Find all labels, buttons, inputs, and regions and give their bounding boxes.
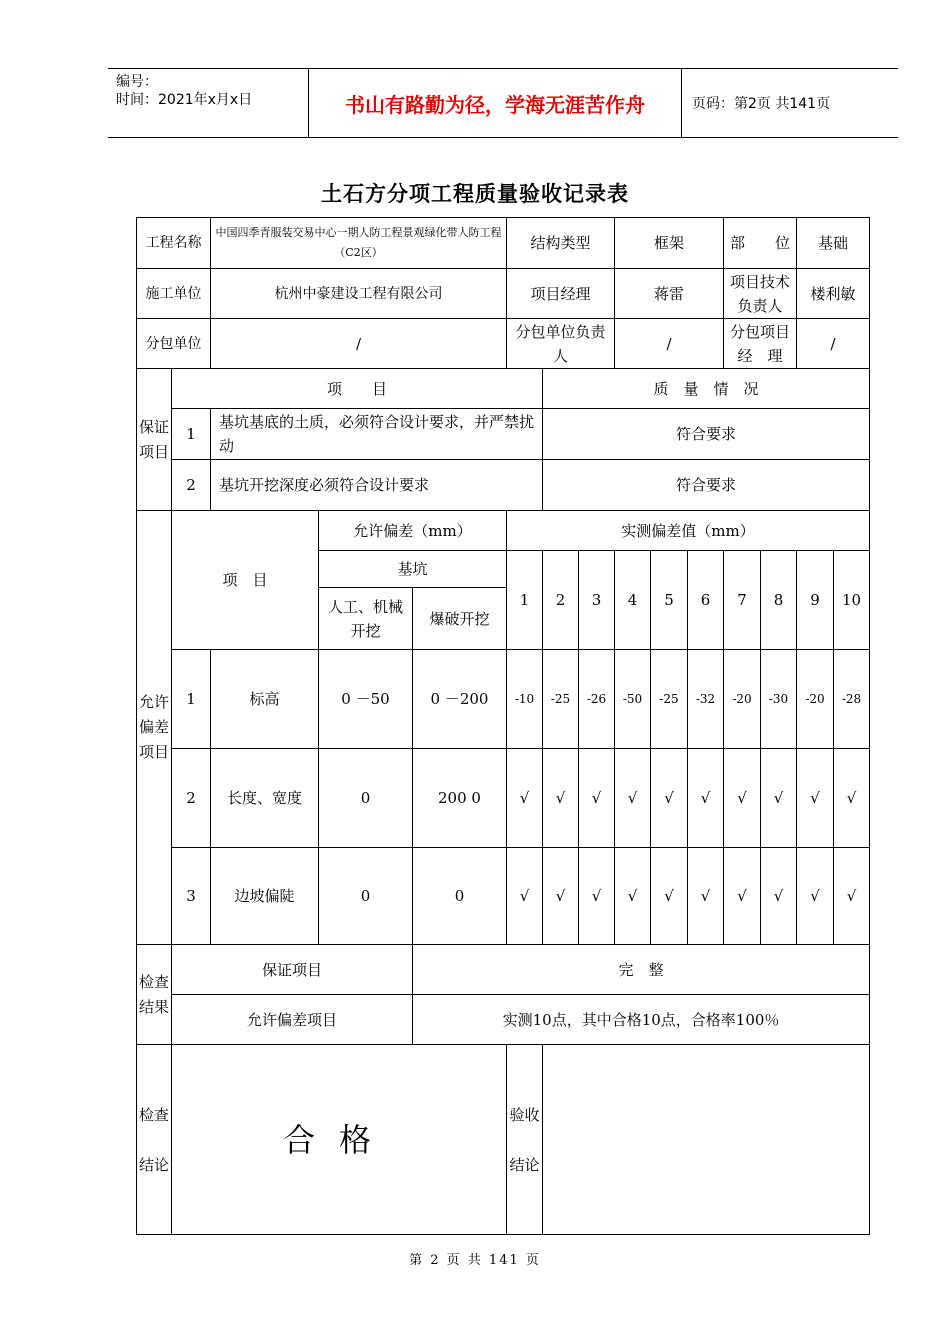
measured-value: √ (543, 749, 579, 848)
column-header: 10 (834, 551, 870, 650)
check-tolerance-label: 允许偏差项目 (172, 995, 413, 1045)
measured-value: -28 (834, 650, 870, 749)
tolerance-manual: 0 －50 (319, 650, 413, 749)
measured-value: √ (834, 749, 870, 848)
measured-value: √ (724, 749, 761, 848)
measured-value: √ (797, 848, 834, 945)
measured-value: √ (543, 848, 579, 945)
measured-value: -30 (761, 650, 797, 749)
check-row (137, 945, 870, 995)
measured-value: -50 (615, 650, 651, 749)
structure-value: 框架 (615, 218, 724, 269)
measured-value: √ (507, 749, 543, 848)
tolerance-item: 长度、宽度 (211, 749, 319, 848)
measured-value: √ (651, 749, 688, 848)
header-meta (108, 69, 308, 137)
column-header: 1 (507, 551, 543, 650)
sub-head-label: 分包单位负责人 (507, 319, 615, 369)
column-header: 7 (724, 551, 761, 650)
measured-value: -20 (724, 650, 761, 749)
measured-value: -32 (688, 650, 724, 749)
part-label: 部 位 (724, 218, 797, 269)
tolerance-item: 边坡偏陡 (211, 848, 319, 945)
sub-pm-value: / (797, 319, 870, 369)
measured-value: √ (615, 749, 651, 848)
conclusion-row (137, 1045, 870, 1235)
guarantee-quality: 符合要求 (543, 460, 870, 511)
time-label: 时间：2021年x月x日 (116, 92, 253, 108)
tolerance-item-header: 项 目 (172, 511, 319, 650)
measured-value: √ (724, 848, 761, 945)
page-header (108, 68, 898, 138)
measured-value: √ (507, 848, 543, 945)
header-page: 页码：第2页 共141页 (692, 96, 831, 112)
check-row (137, 995, 870, 1045)
contractor-value: 杭州中豪建设工程有限公司 (211, 269, 507, 319)
guarantee-item-header: 项 目 (172, 369, 543, 409)
measured-value: √ (615, 848, 651, 945)
measured-value: √ (651, 848, 688, 945)
sub-pm-label: 分包项目经 理 (724, 319, 797, 369)
tolerance-manual: 0 (319, 848, 413, 945)
measured-value: -26 (579, 650, 615, 749)
tolerance-no: 3 (172, 848, 211, 945)
guarantee-item: 基坑开挖深度必须符合设计要求 (211, 460, 543, 511)
check-tolerance-result: 实测10点，其中合格10点，合格率100％ (413, 995, 870, 1045)
guarantee-no: 1 (172, 409, 211, 460)
page-footer: 第 2 页 共 141 页 (409, 1253, 541, 1268)
column-header: 2 (543, 551, 579, 650)
manual-header: 人工、机械开挖 (319, 588, 413, 650)
column-header: 4 (615, 551, 651, 650)
contractor-label: 施工单位 (137, 269, 211, 319)
tolerance-no: 1 (172, 650, 211, 749)
tolerance-row (137, 650, 870, 749)
guarantee-row (137, 460, 870, 511)
sub-label: 分包单位 (137, 319, 211, 369)
column-header: 6 (688, 551, 724, 650)
tech-label: 项目技术负责人 (724, 269, 797, 319)
measured-value: √ (579, 749, 615, 848)
header-motto: 书山有路勤为径，学海无涯苦作舟 (308, 69, 682, 137)
check-conclusion-result: 合格 (172, 1045, 507, 1235)
project-name-label: 工程名称 (137, 218, 211, 269)
measured-value: √ (761, 848, 797, 945)
measured-value: -25 (651, 650, 688, 749)
check-guarantee-result: 完 整 (413, 945, 870, 995)
tolerance-row (137, 749, 870, 848)
column-header: 8 (761, 551, 797, 650)
measured-value: -20 (797, 650, 834, 749)
pm-value: 蒋雷 (615, 269, 724, 319)
column-header: 9 (797, 551, 834, 650)
guarantee-side-label: 保证项目 (137, 369, 172, 511)
guarantee-no: 2 (172, 460, 211, 511)
tech-value: 楼利敏 (797, 269, 870, 319)
column-header: 5 (651, 551, 688, 650)
project-name: 中国四季青服装交易中心一期人防工程景观绿化带人防工程（C2区） (211, 218, 507, 269)
measured-header: 实测偏差值（mm） (507, 511, 870, 551)
guarantee-row (137, 409, 870, 460)
tolerance-blast: 0 －200 (413, 650, 507, 749)
guarantee-quality-header: 质 量 情 况 (543, 369, 870, 409)
check-side-label: 检查结果 (137, 945, 172, 1045)
document-title: 土石方分项工程质量验收记录表 (321, 181, 629, 206)
inspection-table (136, 217, 870, 1235)
tolerance-blast: 0 (413, 848, 507, 945)
number-label: 编号： (116, 74, 158, 90)
sub-head-value: / (615, 319, 724, 369)
guarantee-item: 基坑基底的土质，必须符合设计要求，并严禁扰动 (211, 409, 543, 460)
tolerance-side-label: 允许偏差项目 (137, 511, 172, 945)
allowed-header: 允许偏差（mm） (319, 511, 507, 551)
accept-conclusion-result (543, 1045, 870, 1235)
tolerance-header-row (137, 511, 870, 551)
column-header: 3 (579, 551, 615, 650)
measured-value: -25 (543, 650, 579, 749)
tolerance-manual: 0 (319, 749, 413, 848)
structure-label: 结构类型 (507, 218, 615, 269)
part-value: 基础 (797, 218, 870, 269)
tolerance-row (137, 848, 870, 945)
tolerance-blast: 200 0 (413, 749, 507, 848)
check-guarantee-label: 保证项目 (172, 945, 413, 995)
pit-header: 基坑 (319, 551, 507, 588)
guarantee-header-row (137, 369, 870, 409)
tolerance-item: 标高 (211, 650, 319, 749)
measured-value: √ (761, 749, 797, 848)
measured-value: √ (797, 749, 834, 848)
measured-value: √ (579, 848, 615, 945)
guarantee-quality: 符合要求 (543, 409, 870, 460)
info-row-contractor (137, 269, 870, 319)
measured-value: -10 (507, 650, 543, 749)
measured-value: √ (688, 848, 724, 945)
measured-value: √ (834, 848, 870, 945)
measured-value: √ (688, 749, 724, 848)
accept-conclusion-label: 验收结论 (507, 1045, 543, 1235)
blast-header: 爆破开挖 (413, 588, 507, 650)
info-row-project (137, 218, 870, 269)
sub-value: / (211, 319, 507, 369)
info-row-sub (137, 319, 870, 369)
tolerance-no: 2 (172, 749, 211, 848)
check-conclusion-label: 检查结论 (137, 1045, 172, 1235)
pm-label: 项目经理 (507, 269, 615, 319)
